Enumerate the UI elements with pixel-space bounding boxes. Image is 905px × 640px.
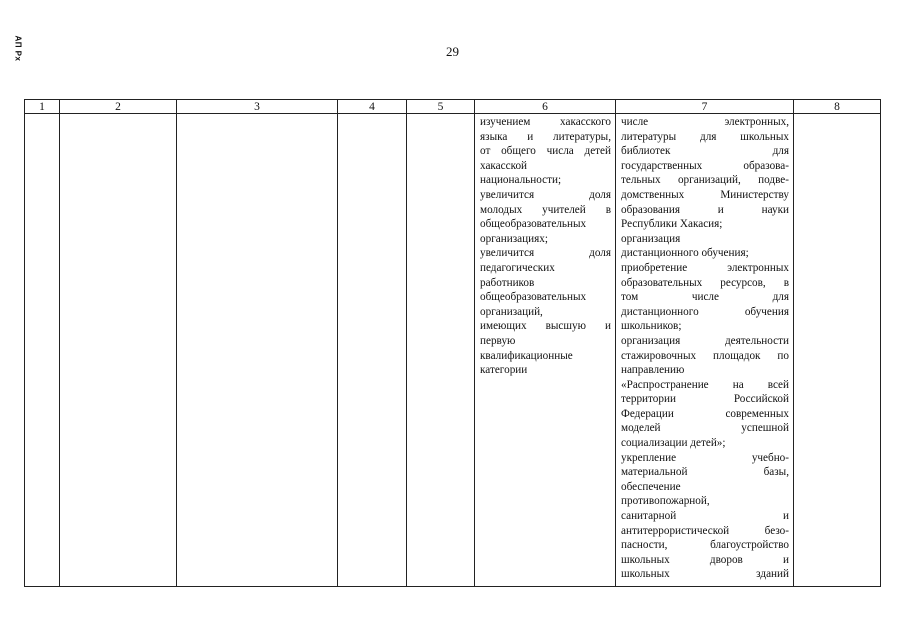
text-line: Федерации современных (621, 407, 789, 420)
column-header-2: 2 (60, 100, 177, 114)
text-line: литературы для школьных (621, 130, 789, 143)
text-line: хакасской (480, 159, 528, 172)
text-line: школьников; (621, 320, 682, 333)
text-line: организациях; (480, 232, 548, 245)
cell-col-1 (25, 114, 60, 587)
text-line: государственных образова- (621, 159, 789, 172)
column-header-1: 1 (25, 100, 60, 114)
text-line: санитарной и (621, 510, 789, 523)
text-line: организация деятельности (621, 334, 789, 347)
column-header-3: 3 (177, 100, 338, 114)
column-header-6: 6 (475, 100, 616, 114)
table-header-row (25, 100, 881, 114)
text-line: организация (621, 232, 681, 245)
text-line: числе электронных, (621, 116, 789, 128)
text-line: материальной базы, (621, 466, 789, 479)
text-line: увеличится доля (480, 188, 611, 201)
text-line: домственных Министерству (621, 188, 789, 201)
column-header-5: 5 (407, 100, 475, 114)
cell-col-2 (60, 114, 177, 587)
text-line: квалификационные (480, 349, 573, 362)
cell-col-7-text (616, 114, 793, 582)
text-line: укрепление учебно- (621, 451, 789, 464)
cell-col-3 (177, 114, 338, 587)
cell-col-6-text (475, 114, 615, 378)
table-row (25, 114, 881, 587)
text-line: обеспечение (621, 480, 681, 493)
text-line: дистанционного обучения (621, 305, 789, 318)
text-line: том числе для (621, 291, 789, 304)
column-header-4: 4 (338, 100, 407, 114)
text-line: общеобразовательных (480, 218, 587, 231)
text-line: приобретение электронных (621, 261, 789, 274)
cell-col-5 (407, 114, 475, 587)
text-line: стажировочных площадок по (621, 349, 789, 362)
column-header-7: 7 (616, 100, 794, 114)
text-line: «Распространение на всей (621, 378, 789, 391)
cell-col-4 (338, 114, 407, 587)
text-line: антитеррористической безо- (621, 524, 789, 537)
text-line: тельных организаций, подве- (621, 174, 789, 187)
text-line: моделей успешной (621, 422, 789, 435)
text-line: первую (480, 334, 516, 347)
page-number: 29 (446, 44, 459, 59)
text-line: пасности, благоустройство (621, 539, 789, 552)
text-line: территории Российской (621, 393, 789, 406)
text-line: национальности; (480, 174, 562, 187)
text-line: работников (480, 276, 535, 289)
text-line: противопожарной, (621, 495, 710, 508)
document-table (24, 99, 881, 587)
text-line: педагогических (480, 261, 555, 274)
text-line: образовательных ресурсов, в (621, 276, 789, 289)
text-line: школьных зданий (621, 568, 789, 581)
text-line: от общего числа детей (480, 145, 611, 158)
cell-col-8 (794, 114, 881, 587)
text-line: социализации детей»; (621, 437, 726, 450)
text-line: имеющих высшую и (480, 320, 611, 333)
cell-col-6 (475, 114, 616, 587)
text-line: молодых учителей в (480, 203, 611, 216)
text-line: изучением хакасского (480, 116, 611, 128)
text-line: образования и науки (621, 203, 789, 216)
text-line: школьных дворов и (621, 553, 789, 566)
text-line: организаций, (480, 305, 543, 318)
text-line: языка и литературы, (480, 130, 611, 143)
text-line: категории (480, 364, 528, 377)
side-margin-mark-text: АП Рх (13, 35, 23, 61)
text-line: направлению (621, 364, 685, 377)
text-line: библиотек для (621, 145, 789, 158)
text-line: увеличится доля (480, 247, 611, 260)
text-line: Республики Хакасия; (621, 218, 723, 231)
text-line: общеобразовательных (480, 291, 587, 304)
cell-col-7 (616, 114, 794, 587)
column-header-8: 8 (794, 100, 881, 114)
text-line: дистанционного обучения; (621, 247, 749, 260)
